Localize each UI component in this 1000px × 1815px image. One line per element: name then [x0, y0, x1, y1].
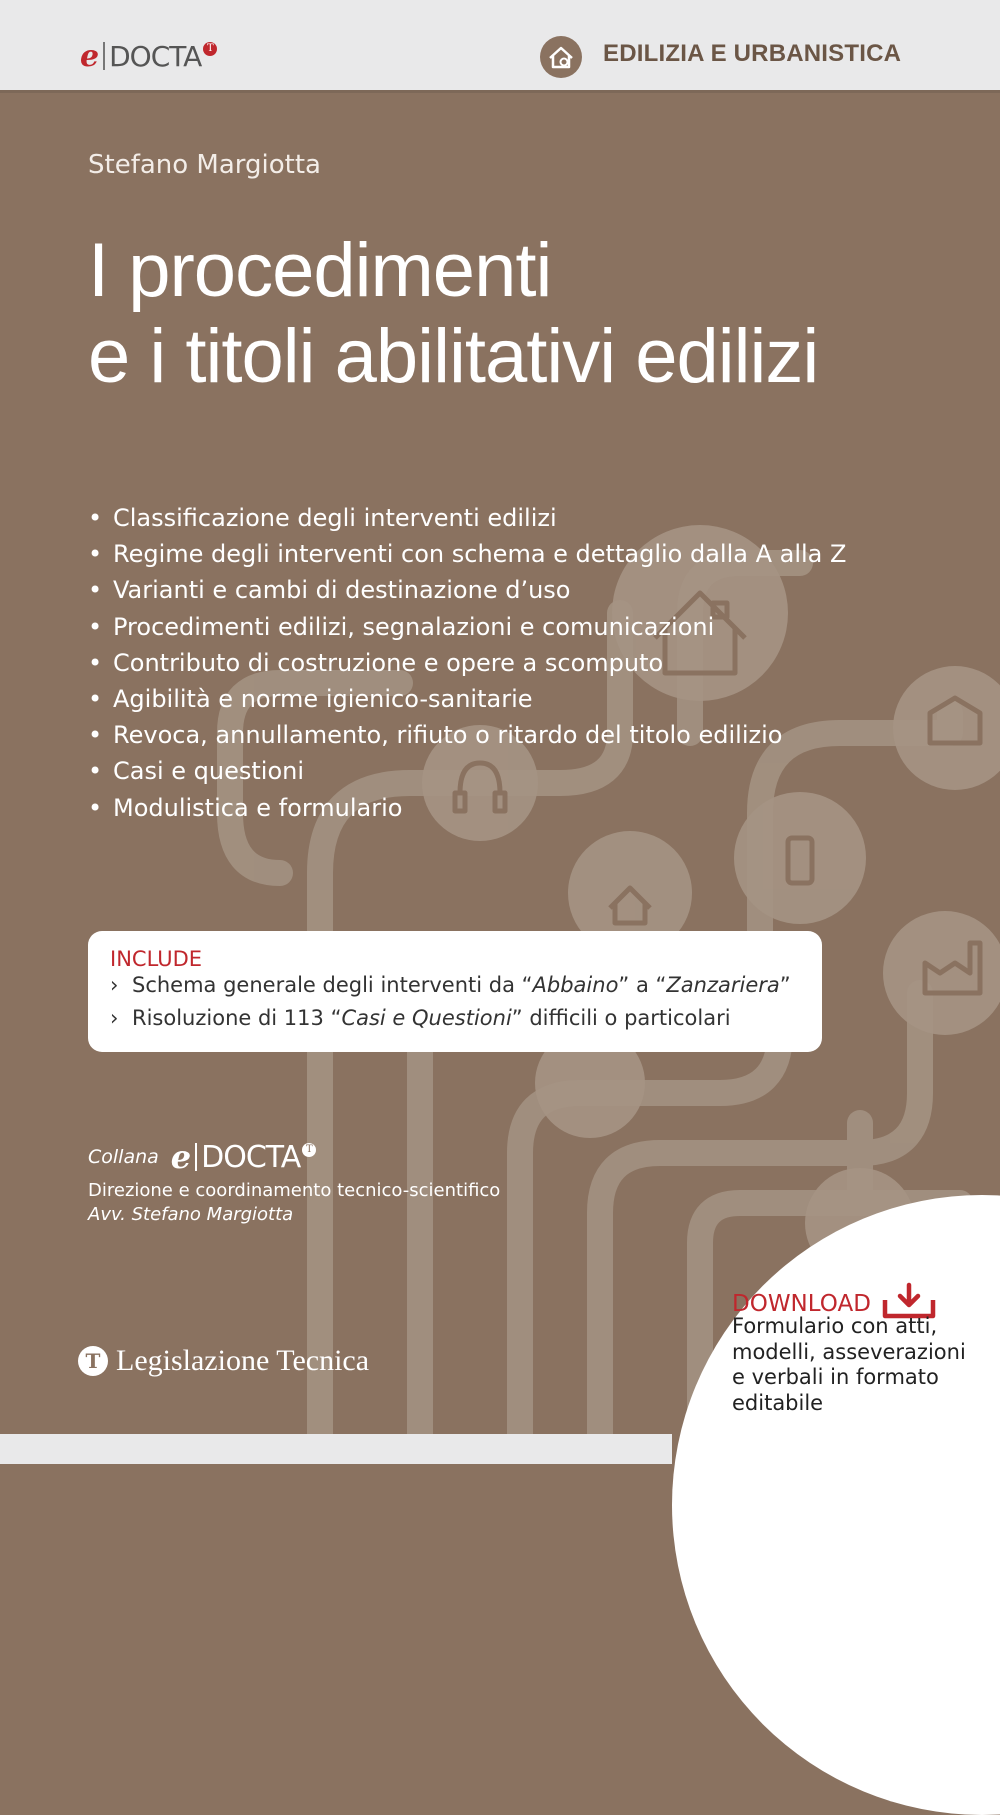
bullet-icon: • — [88, 504, 103, 532]
series-logo-word: DOCTA — [201, 1139, 301, 1175]
house-gear-icon — [540, 36, 582, 78]
series-logo — [88, 1138, 316, 1176]
title-line-1: I procedimenti — [88, 228, 552, 313]
list-item: • Classificazione degli interventi edilizi — [88, 500, 846, 536]
category-label: EDILIZIA E URBANISTICA — [603, 40, 902, 67]
include-title: INCLUDE — [110, 947, 203, 971]
bullet-icon: • — [88, 576, 103, 605]
list-item: • Contributo di costruzione e opere a scomputo — [88, 645, 846, 681]
bullet-icon: • — [88, 721, 103, 750]
list-item: • Revoca, annullamento, rifiuto o ritardo del titolo edilizio — [88, 717, 846, 753]
topic-list — [88, 500, 846, 826]
title-line-2: e i titoli abilitativi edilizi — [88, 314, 819, 399]
bullet-icon: • — [88, 793, 103, 822]
download-line-1: Formulario con atti, — [732, 1314, 938, 1338]
bullet-icon: • — [88, 757, 103, 786]
logo-mark: T — [203, 42, 217, 56]
logo-divider — [103, 42, 105, 70]
logo-word: DOCTA — [109, 39, 202, 73]
list-item: • Modulistica e formulario — [88, 790, 846, 826]
download-description — [732, 1314, 982, 1416]
publisher-name: Legislazione Tecnica — [116, 1344, 370, 1377]
series-label: Collana — [88, 1146, 159, 1168]
book-title — [88, 228, 968, 400]
publisher-mark: T — [78, 1346, 108, 1376]
logo-e: e — [80, 38, 100, 74]
include-line-1: › Schema generale degli interventi da “Abbaino” a “Zanzariera” — [110, 973, 791, 997]
download-line-2: modelli, asseverazioni — [732, 1339, 966, 1364]
download-line-3: e verbali in formato — [732, 1365, 939, 1389]
bullet-icon: • — [88, 612, 103, 641]
series-logo-e: e — [170, 1138, 192, 1176]
list-item: • Procedimenti edilizi, segnalazioni e comunicazioni — [88, 609, 846, 645]
download-line-4: editabile — [732, 1390, 824, 1415]
bottom-strip — [0, 1434, 672, 1464]
series-logo-divider — [195, 1143, 197, 1171]
list-item: • Regime degli interventi con schema e dettaglio dalla A alla Z — [88, 536, 846, 572]
series-direction: Direzione e coordinamento tecnico-scientifico — [88, 1180, 501, 1201]
download-title: DOWNLOAD — [732, 1291, 871, 1317]
bullet-icon: • — [88, 685, 103, 714]
list-item: • Casi e questioni — [88, 753, 846, 789]
header-bar — [0, 0, 1000, 93]
series-logo-mark: T — [302, 1143, 316, 1157]
include-line-2: › Risoluzione di 113 “Casi e Questioni” difficili o particolari — [110, 1006, 731, 1030]
publisher-logo — [78, 1344, 369, 1378]
series-director: Avv. Stefano Margiotta — [88, 1204, 294, 1225]
bullet-icon: • — [88, 648, 103, 677]
chevron-right-icon: › — [110, 1006, 119, 1030]
list-item: • Varianti e cambi di destinazione d’uso — [88, 572, 846, 608]
list-item: • Agibilità e norme igienico-sanitarie — [88, 681, 846, 717]
chevron-right-icon: › — [110, 973, 119, 997]
author-name: Stefano Margiotta — [88, 150, 321, 180]
bullet-icon: • — [88, 540, 103, 569]
edocta-logo — [80, 36, 217, 76]
include-box — [88, 931, 822, 1052]
